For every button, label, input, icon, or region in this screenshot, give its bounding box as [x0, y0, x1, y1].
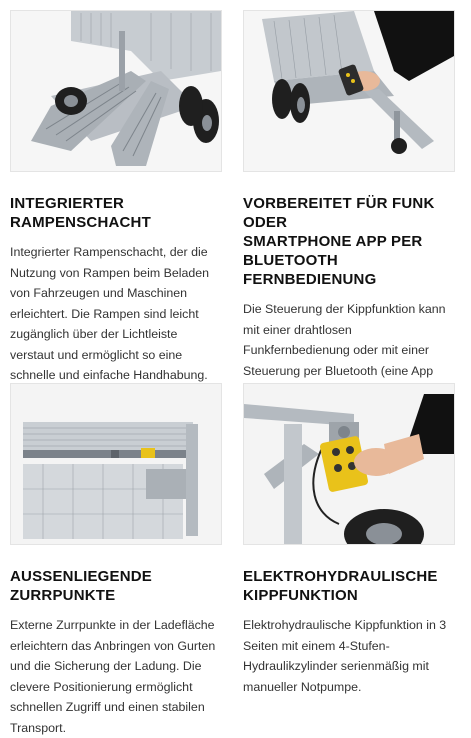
feature-card-ramp — [10, 10, 230, 386]
feature-description: Integrierter Rampenschacht, der die Nutzung von Rampen beim Beladen von Fahrzeugen und Maschinen erleichtert. Die Rampen sind leicht zugänglich über der Lichtleiste verstaut und ermöglicht so eine schnelle und einfache Handhabung. — [10, 245, 210, 382]
trailer-ramp-photo — [10, 10, 222, 172]
remote-control-photo — [243, 10, 455, 172]
feature-title: VORBEREITET FÜR FUNK ODER SMARTPHONE APP PER BLUETOOTH FERNBEDIENUNG — [243, 195, 435, 288]
feature-card-remote — [243, 10, 463, 422]
feature-title: AUSSENLIEGENDE ZURRPUNKTE — [10, 568, 152, 604]
feature-description: Elektrohydraulische Kippfunktion in 3 Seiten mit einem 4-Stufen- Hydraulikzylinder serienmäßig mit manueller Notpumpe. — [243, 618, 447, 694]
feature-title: ELEKTROHYDRAULISCHE KIPPFUNKTION — [243, 568, 438, 604]
feature-title: INTEGRIERTER RAMPENSCHACHT — [10, 195, 151, 231]
hydraulic-pump-control-photo — [243, 383, 455, 545]
feature-description: Externe Zurrpunkte in der Ladefläche erleichtern das Anbringen von Gurten und die Sicherung der Ladung. Die clevere Positionierung ermöglicht schnellen Zugriff und einen stabilen Transport. — [10, 618, 216, 735]
feature-description: Die Steuerung der Kippfunktion kann mit einer drahtlosen Funkfernbedienung oder mit einer Steuerung per Bluetooth (eine App — [243, 302, 446, 378]
lashing-points-photo — [10, 383, 222, 545]
feature-card-lashing — [10, 383, 230, 738]
feature-card-hydraulic — [243, 383, 463, 697]
